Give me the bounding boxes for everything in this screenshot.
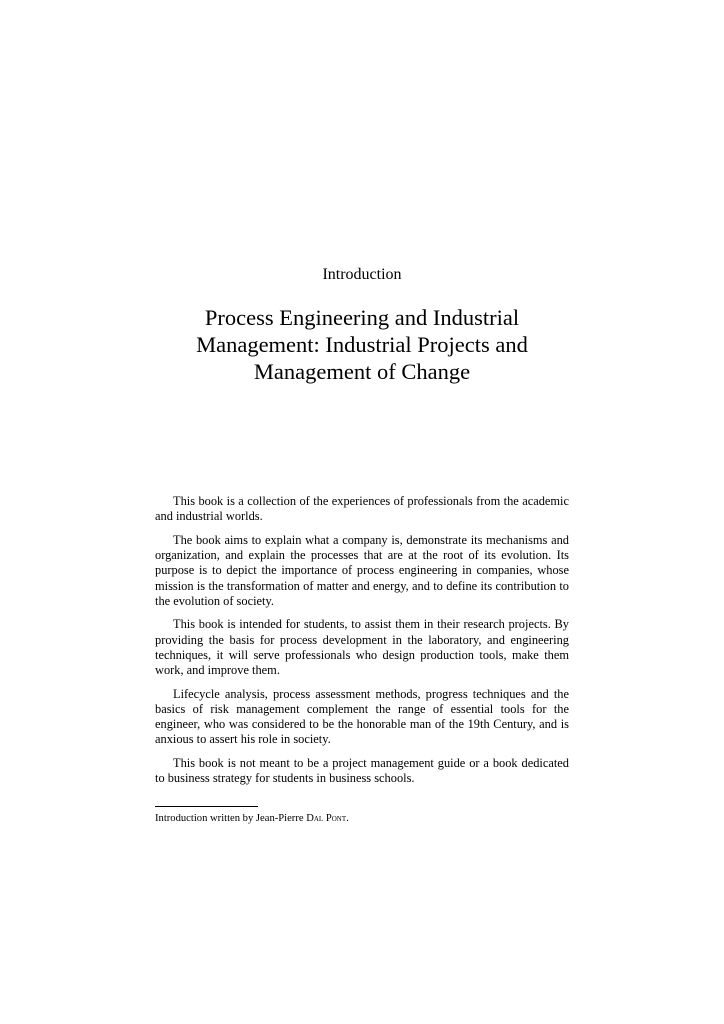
footnote-divider bbox=[155, 806, 258, 807]
chapter-title bbox=[132, 304, 592, 385]
chapter-label: Introduction bbox=[322, 266, 402, 283]
chapter-title-line: Management of Change bbox=[253, 359, 471, 384]
chapter-title-line: Process Engineering and Industrial bbox=[204, 305, 520, 330]
footnote-text: Introduction written by Jean-Pierre bbox=[155, 813, 307, 824]
paragraph: Lifecycle analysis, process assessment methods, progress techniques and the basics of risk management complement the range of essential tools for the engineer, who was considered to be the honorable man of the 19th Century, and is anxious to assert his role in society. bbox=[155, 686, 569, 747]
footnote-author-surname: Dal Pont bbox=[306, 813, 347, 824]
paragraph: This book is a collection of the experiences of professionals from the academic and industrial worlds. bbox=[155, 494, 569, 524]
chapter-title-line: Management: Industrial Projects and bbox=[196, 332, 528, 357]
body-text bbox=[155, 494, 569, 795]
footnote bbox=[155, 812, 569, 825]
footnote-suffix: . bbox=[346, 813, 349, 824]
paragraph: This book is not meant to be a project management guide or a book dedicated to business strategy for students in business schools. bbox=[155, 756, 569, 786]
paragraph: This book is intended for students, to assist them in their research projects. By providing the basis for process development in the laboratory, and engineering techniques, it will serve professionals who design production tools, make them work, and improve them. bbox=[155, 617, 569, 678]
paragraph: The book aims to explain what a company is, demonstrate its mechanisms and organization, and explain the processes that are at the root of its evolution. Its purpose is to depict the importance of process engineering in companies, whose mission is the transformation of matter and energy, and to define its contribution to the evolution of society. bbox=[155, 532, 569, 608]
